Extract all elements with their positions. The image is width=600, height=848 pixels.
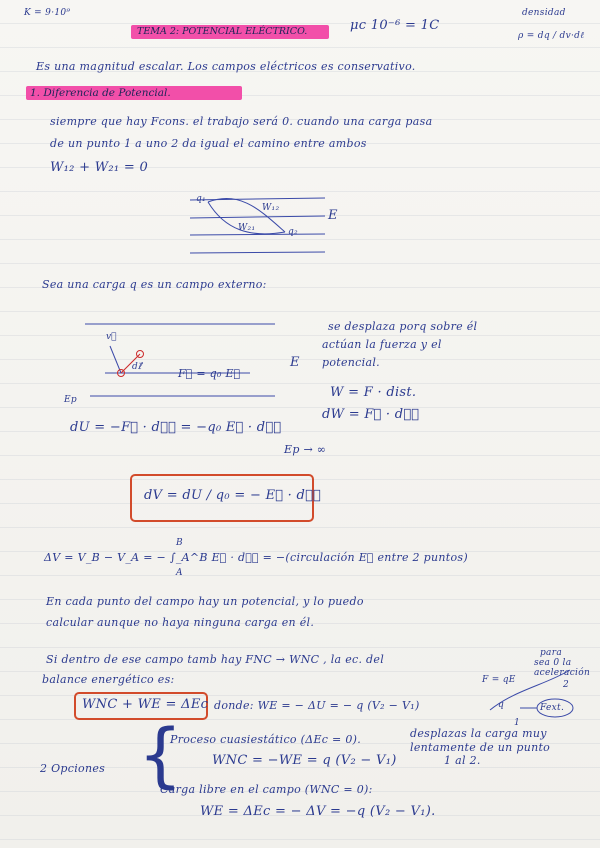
- work-distance-eq: W = F · dist.: [330, 385, 417, 400]
- field-e-label: E: [328, 208, 338, 223]
- field-e-label-2: E: [290, 355, 300, 370]
- integral-lower-limit: A: [176, 568, 183, 578]
- dw-eq: dW = F⃗ · dℓ⃗: [322, 407, 420, 422]
- nc-text-line1: Si dentro de ese campo tamb hay FNC → WNC , la ec. del: [46, 653, 385, 666]
- field-charge-diagram: [85, 318, 285, 403]
- dl-label: dℓ⃗: [132, 362, 143, 372]
- option1-note-line2: lentamente de un punto: [410, 741, 551, 754]
- field-line-1: [190, 198, 325, 200]
- point-2-label: 2: [563, 680, 570, 690]
- sea-note: sea 0 la: [534, 658, 572, 668]
- coulomb-constant: K = 9·10⁹: [24, 8, 71, 18]
- energy-balance-eq: WNC + WE = ΔEc: [82, 697, 209, 712]
- force-label: F⃗ = q₀ E⃗: [178, 367, 241, 380]
- option1-equation: WNC = −WE = q (V₂ − V₁): [212, 753, 397, 768]
- option2-equation: WE = ΔEc = − ΔV = −q (V₂ − V₁).: [200, 804, 436, 819]
- side-text-line1: se desplaza porq sobre él: [328, 320, 478, 333]
- intro-text: Es una magnitud escalar. Los campos eléctricos es conservativo.: [36, 60, 416, 73]
- page-title: TEMA 2: POTENCIAL ELÉCTRICO.: [137, 26, 308, 37]
- micro-coulomb-note: μc 10⁻⁶ = 1C: [350, 18, 440, 33]
- q-label: q: [498, 700, 505, 710]
- side-text-line2: actúan la fuerza y el: [322, 338, 442, 351]
- integral-upper-limit: B: [176, 538, 183, 548]
- q2-label: q₂: [288, 227, 298, 237]
- option1-text: Proceso cuasiestático (ΔEc = 0).: [170, 733, 362, 746]
- option2-text: Carga libre en el campo (WNC = 0):: [160, 783, 373, 796]
- w21-label: W₂₁: [238, 223, 256, 233]
- density-formula: ρ = dq / dv·dℓ: [518, 31, 585, 41]
- point-1-label: 1: [514, 718, 521, 728]
- para-note: para: [540, 648, 562, 658]
- side-text-line3: potencial.: [322, 356, 380, 369]
- nc-text-line2: balance energético es:: [42, 673, 175, 686]
- velocity-label: v⃗: [106, 332, 117, 342]
- section-heading: 1. Diferencia de Potencial.: [30, 87, 171, 99]
- section-text-line1: siempre que hay Fcons. el trabajo será 0. cuando una carga pasa: [50, 115, 433, 128]
- force-qe-label: F = qE: [482, 675, 516, 685]
- option1-note-line1: desplazas la carga muy: [410, 727, 547, 740]
- ep-label: Ep: [64, 395, 77, 405]
- q1-label: q₁: [196, 194, 206, 204]
- field-line-4: [190, 252, 325, 253]
- w12-label: W₁₂: [262, 203, 280, 213]
- charge-text: Sea una carga q es un campo externo:: [42, 278, 267, 291]
- section-highlight: [26, 86, 242, 100]
- velocity-vector: [110, 346, 121, 373]
- density-label: densidad: [522, 8, 566, 18]
- work-path-diagram: [190, 190, 340, 265]
- field-line-3: [190, 234, 325, 235]
- options-brace: {: [138, 714, 183, 796]
- delta-v-equation: ΔV = V_B − V_A = − ∫_A^B E⃗ · dℓ⃗ = −(circulación E⃗ entre 2 puntos): [44, 551, 468, 564]
- we-definition: donde: WE = − ΔU = − q (V₂ − V₁): [214, 699, 420, 712]
- fext-label: Fext.: [540, 703, 565, 713]
- ep-infinity: Ep → ∞: [284, 443, 327, 456]
- calc-text-line1: En cada punto del campo hay un potencial, y lo puedo: [46, 595, 364, 608]
- field-line-2: [190, 216, 325, 218]
- du-equation: dU = −F⃗ · dℓ⃗ = −q₀ E⃗ · dℓ⃗: [70, 420, 282, 435]
- potential-definition-eq: dV = dU / q₀ = − E⃗ · dℓ⃗: [144, 488, 322, 503]
- calc-text-line2: calcular aunque no haya ninguna carga en él.: [46, 616, 315, 629]
- option1-note-line3: 1 al 2.: [444, 754, 481, 767]
- aceleracion-note: aceleración: [534, 668, 591, 678]
- title-highlight: [131, 25, 329, 39]
- options-label: 2 Opciones: [40, 762, 106, 775]
- section-text-line2: de un punto 1 a uno 2 da igual el camino entre ambos: [50, 137, 367, 150]
- work-equation: W₁₂ + W₂₁ = 0: [50, 160, 149, 175]
